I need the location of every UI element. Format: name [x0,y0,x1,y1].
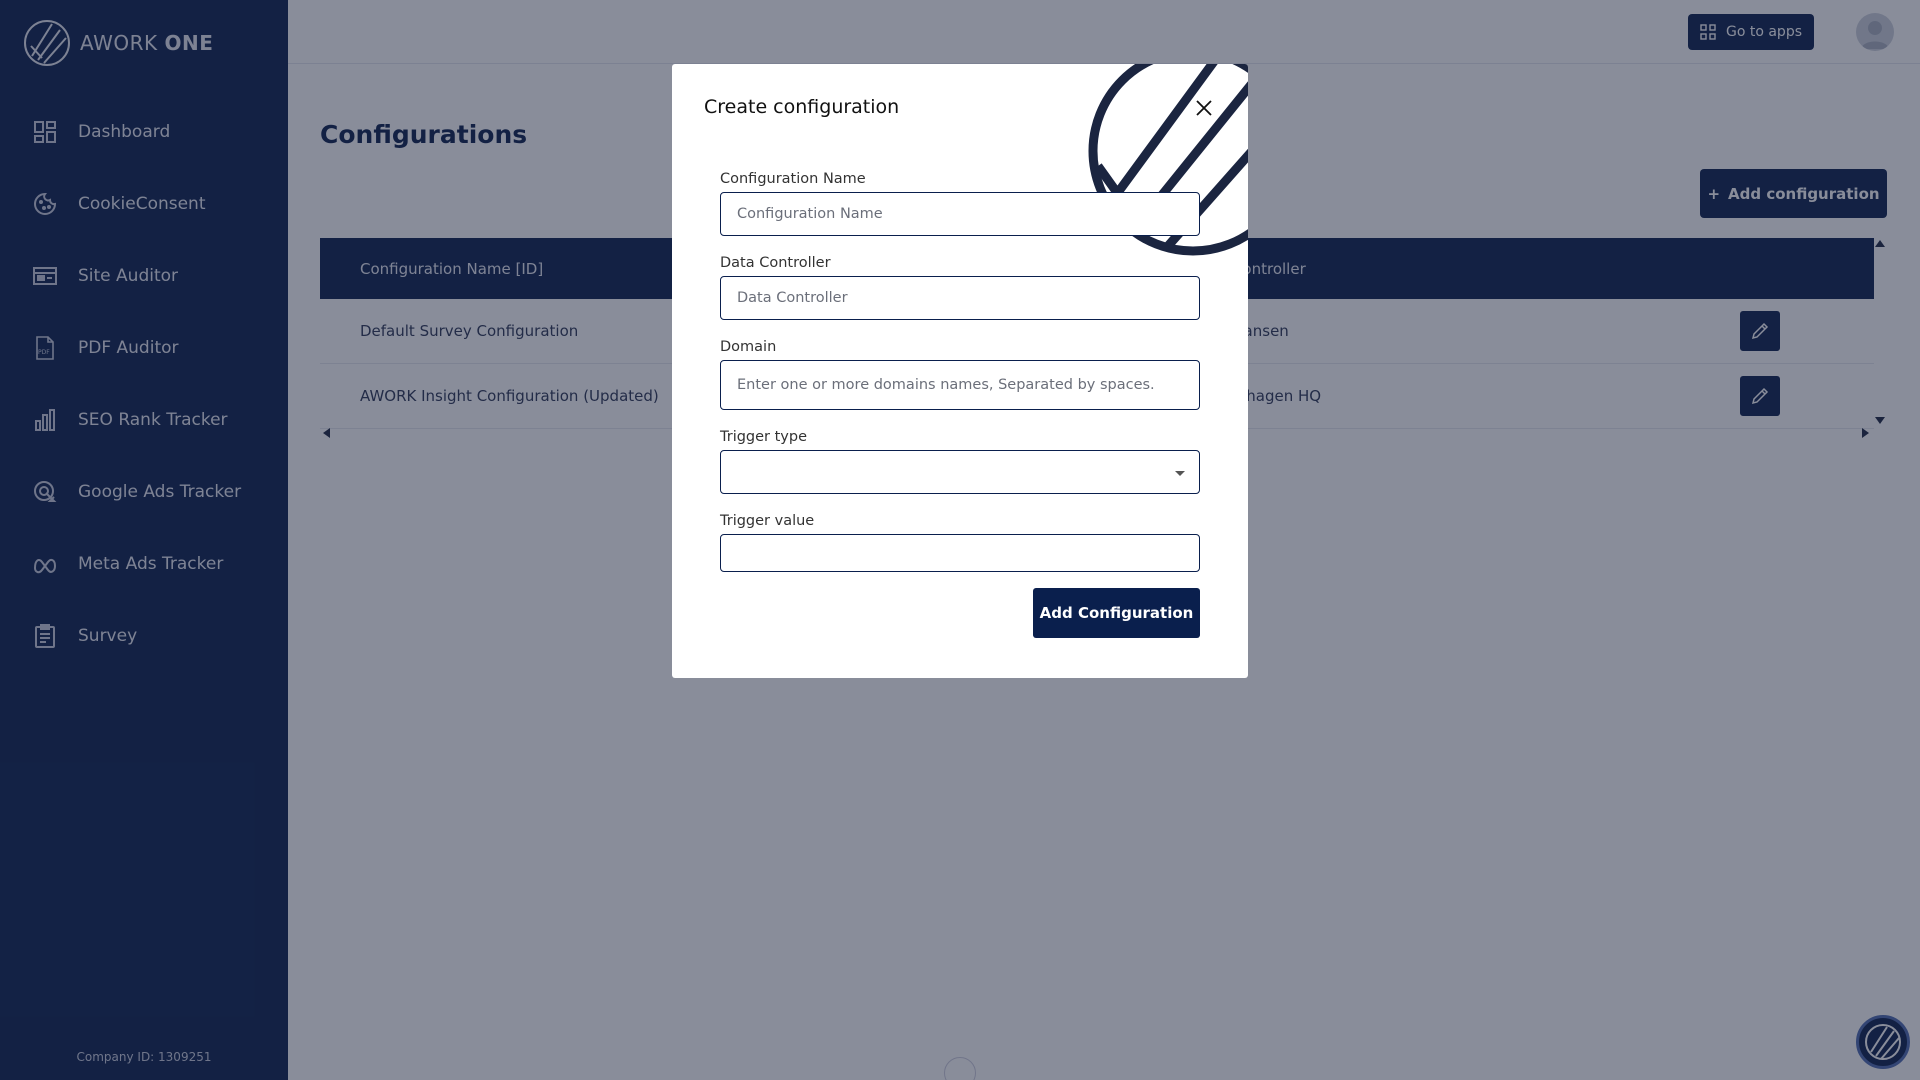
data-controller-input[interactable] [721,277,1199,319]
trigger-type-label: Trigger type [720,429,808,445]
trigger-value-label: Trigger value [720,513,815,529]
trigger-type-select[interactable] [720,450,1200,494]
modal-title: Create configuration [704,96,900,118]
trigger-value-input[interactable] [721,535,1199,571]
close-icon[interactable] [1194,98,1214,118]
create-configuration-modal [672,64,1248,678]
configuration-name-label: Configuration Name [720,171,866,187]
chevron-down-icon [1175,471,1185,476]
data-controller-label: Data Controller [720,255,831,271]
data-controller-field [720,276,1200,320]
add-configuration-submit-button[interactable]: Add Configuration [1033,588,1200,638]
configuration-name-input[interactable] [721,193,1199,235]
configuration-name-field [720,192,1200,236]
domain-input[interactable] [721,361,1199,409]
domain-label: Domain [720,339,777,355]
trigger-value-field [720,534,1200,572]
domain-field [720,360,1200,410]
